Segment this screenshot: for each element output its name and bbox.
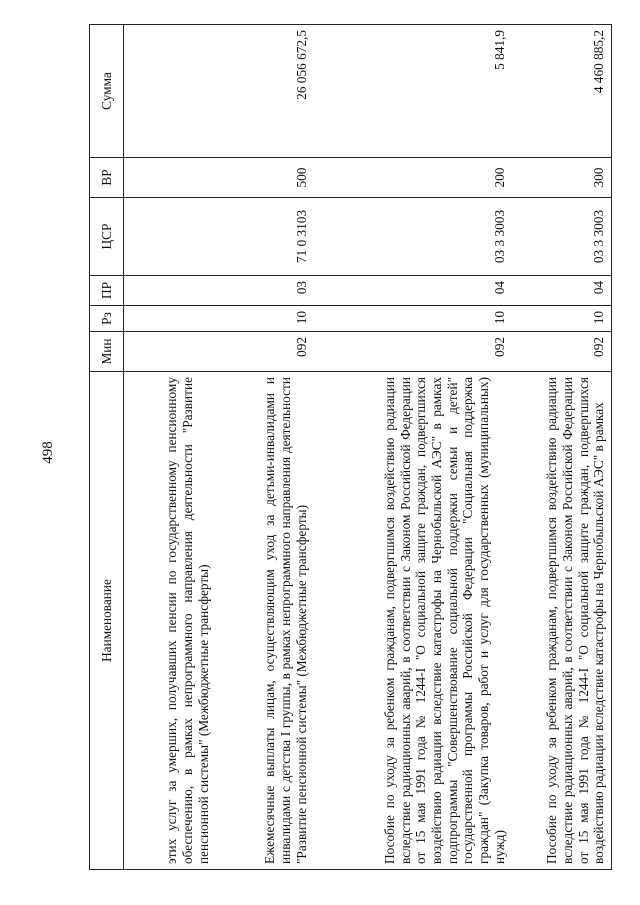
row-pr xyxy=(124,276,216,306)
header-vr: ВР xyxy=(90,158,124,198)
row-pr: 04 xyxy=(512,276,612,306)
row-sum: 4 460 885,2 xyxy=(512,25,612,158)
row-name: Ежемесячные выплаты лицам, осуществляющим уход за детьми-инвалидами и инвалидами с детства I группы, в рамках непрограммного направления деятельности "Развитие пенсионной системы" (Межбюджетные трансферты) xyxy=(216,372,314,870)
row-min xyxy=(124,332,216,372)
row-sum xyxy=(124,25,216,158)
row-vr: 500 xyxy=(216,158,314,198)
page-number: 498 xyxy=(39,441,56,464)
row-vr: 200 xyxy=(314,158,512,198)
row-csr: 03 3 3003 xyxy=(512,198,612,276)
row-min: 092 xyxy=(216,332,314,372)
row-vr xyxy=(124,158,216,198)
row-min: 092 xyxy=(314,332,512,372)
row-name: этих услуг за умерших, получавших пенсии по государственному пенсионному обеспечению, в рамках непрограммного направления деятельности "Развитие пенсионной системы" (Межбюджетные трансферты) xyxy=(124,372,216,870)
row-rz: 10 xyxy=(314,306,512,332)
row-rz: 10 xyxy=(512,306,612,332)
rotated-table-wrapper xyxy=(89,25,607,870)
budget-table xyxy=(89,24,612,870)
row-vr: 300 xyxy=(512,158,612,198)
table-header-row xyxy=(90,25,124,870)
header-sum: Сумма xyxy=(90,25,124,158)
row-sum: 5 841,9 xyxy=(314,25,512,158)
table-row xyxy=(314,25,512,870)
row-min: 092 xyxy=(512,332,612,372)
header-name: Наименование xyxy=(90,372,124,870)
row-csr xyxy=(124,198,216,276)
header-rz: Рз xyxy=(90,306,124,332)
document-sheet xyxy=(80,0,640,905)
row-name: Пособие по уходу за ребенком гражданам, подвергшимся воздействию радиации вследствие радиационных аварий, в соответствии с Законом Российской Федерации от 15 мая 1991 года № 1244-I "О социальной защите граждан, подвергшихся воздействию радиации вследствие катастрофы на Чернобыльской АЭС" в рамках подпрограммы "Совершенствование социальной поддержки семьи и детей" государственной программы Российской Федерации "Социальная поддержка граждан" (Закупка товаров, работ и услуг для государственных (муниципальных) нужд) xyxy=(314,372,512,870)
table-row xyxy=(124,25,216,870)
table-row xyxy=(216,25,314,870)
table-row xyxy=(512,25,612,870)
row-pr: 04 xyxy=(314,276,512,306)
header-csr: ЦСР xyxy=(90,198,124,276)
header-min: Мин xyxy=(90,332,124,372)
row-csr: 71 0 3103 xyxy=(216,198,314,276)
row-csr: 03 3 3003 xyxy=(314,198,512,276)
row-rz xyxy=(124,306,216,332)
row-rz: 10 xyxy=(216,306,314,332)
row-pr: 03 xyxy=(216,276,314,306)
header-pr: ПР xyxy=(90,276,124,306)
row-sum: 26 056 672,5 xyxy=(216,25,314,158)
row-name: Пособие по уходу за ребенком гражданам, подвергшимся воздействию радиации вследствие радиационных аварий, в соответствии с Законом Российской Федерации от 15 мая 1991 года № 1244-I "О социальной защите граждан, подвергшихся воздействию радиации вследствие катастрофы на Чернобыльской АЭС" в рамках xyxy=(512,372,612,870)
